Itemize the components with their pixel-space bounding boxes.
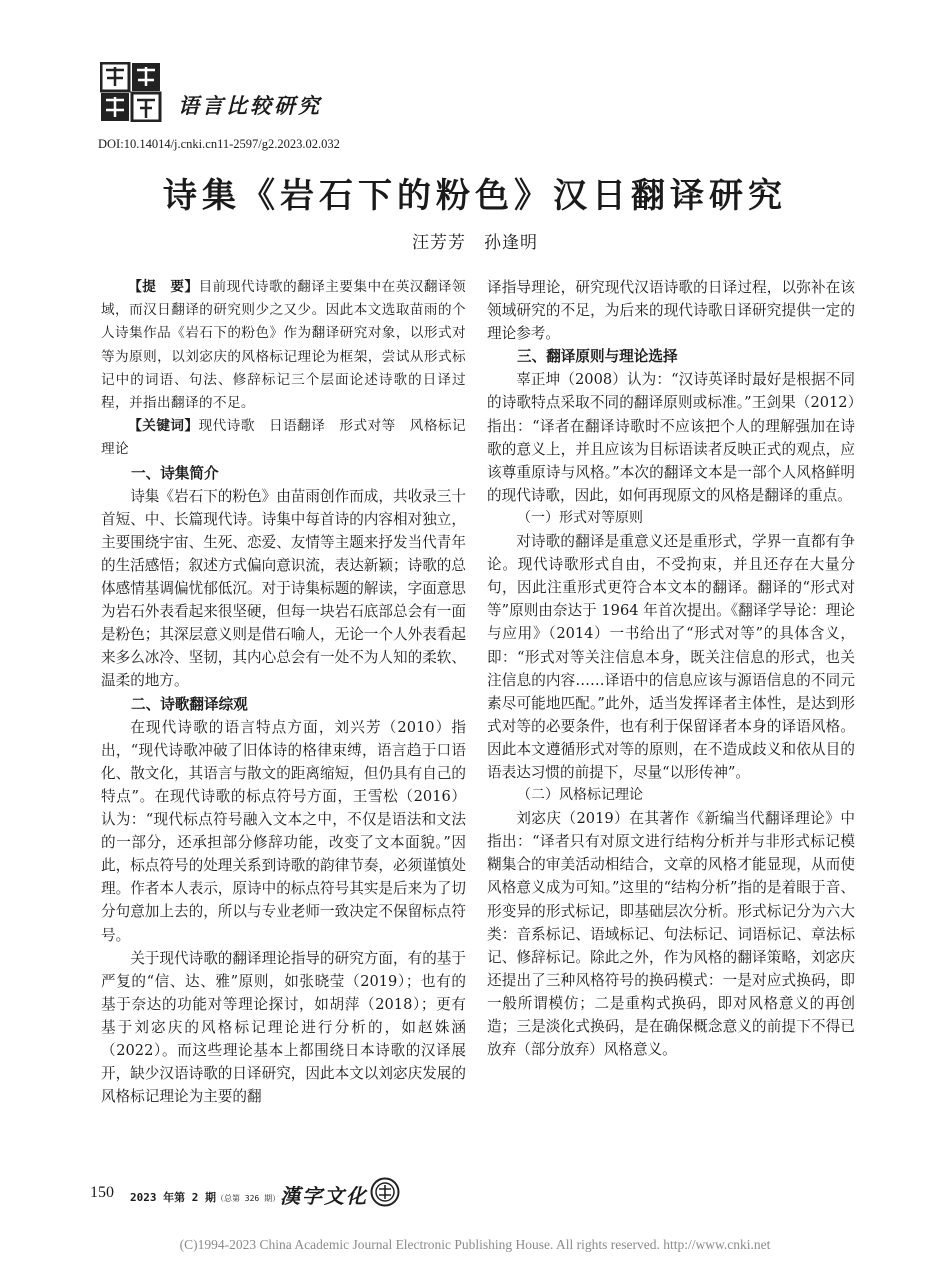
paragraph: 诗集《岩石下的粉色》由苗雨创作而成，共收录三十首短、中、长篇现代诗。诗集中每首诗的内容相对独立，主要围绕宇宙、生死、恋爱、友情等主题来抒发当代青年的生活感悟；叙述方式偏向意识流，表达新颖；诗歌的总体感情基调偏忧郁低沉。对于诗集标题的解读，字面意思为岩石外表看起来很坚硬，但每一块岩石底部总会有一面是粉色；其深层意义则是借石喻人，无论一个人外表看起来多么冰冷、坚韧，其内心总会有一处不为人知的柔软、温柔的地方。 (101, 487, 466, 690)
keywords (101, 415, 466, 461)
paragraph: 关于现代诗歌的翻译理论指导的研究方面，有的基于严复的“信、达、雅”原则，如张晓莹（2019）；也有的基于奈达的功能对等理论探讨，如胡萍（2018）；更有基于刘宓庆的风格标记理论进行分析的，如赵姝涵（2022）。而这些理论基本上都围绕日本诗歌的汉译展开，缺少汉语诗歌的日译研究，因此本文以刘宓庆发展的风格标记理论为主要的翻 (101, 949, 466, 1106)
doi-line: DOI:10.14014/j.cnki.cn11-2597/g2.2023.02.032 (98, 137, 340, 151)
section-heading: 一、诗集简介 (131, 464, 219, 482)
journal-logo (100, 62, 162, 122)
article-authors: 汪芳芳 孙逢明 (412, 233, 538, 253)
magazine-seal-icon (370, 1177, 400, 1207)
issue-total: （总第 326 期） (215, 1194, 281, 1203)
left-column (101, 276, 466, 1108)
section-heading: 二、诗歌翻译综观 (131, 695, 248, 713)
issue-info (130, 1189, 280, 1205)
keywords-text: 现代诗歌 日语翻译 形式对等 风格标记理论 (101, 418, 467, 458)
page-number: 150 (90, 1184, 114, 1201)
abstract-label: 【提 要】 (128, 279, 199, 295)
paragraph: 辜正坤（2008）认为：“汉诗英译时最好是根据不同的诗歌特点采取不同的翻译原则或标准。”王剑果（2012）指出：“译者在翻译诗歌时不应该把个人的理解强加在诗歌的意义上，并且应该为目标语读者反映正式的观点，应该尊重原诗与风格。”本次的翻译文本是一部个人风格鲜明的现代诗歌，因此，如何再现原文的风格是翻译的重点。 (487, 371, 855, 504)
issue-label: 2023 年第 2 期 (130, 1191, 216, 1204)
section-heading: 三、翻译原则与理论选择 (517, 348, 678, 366)
right-column (487, 276, 855, 1061)
paragraph: 刘宓庆（2019）在其著作《新编当代翻译理论》中指出：“译者只有对原文进行结构分析并与非形式标记模糊集合的审美活动相结合，文章的风格才能显现，从而使风格意义成为可知。”这里的“结构分析”指的是着眼于音、形变异的形式标记，即基础层次分析。形式标记分为六大类：音系标记、语域标记、句法标记、词语标记、章法标记、修辞标记。除此之外，作为风格的翻译策略，刘宓庆还提出了三种风格符号的换码模式：一是对应式换码，即一般所谓模仿；二是重构式换码，即对风格意义的再创造；三是淡化式换码，是在确保概念意义的前提下不得已放弃（部分放弃）风格意义。 (487, 810, 855, 1059)
subsection-heading: （二）风格标记理论 (517, 787, 643, 804)
paragraph-continuation: 译指导理论，研究现代汉语诗歌的日译过程，以弥补在该领域研究的不足，为后来的现代诗歌日译研究提供一定的理论参考。 (487, 279, 855, 343)
paragraph: 在现代诗歌的语言特点方面，刘兴芳（2010）指出，“现代诗歌冲破了旧体诗的格律束缚，语言趋于口语化、散文化，其语言与散文的距离缩短，但仍具有自己的特点”。在现代诗歌的标点符号方面，王雪松（2016）认为：“现代标点符号融入文本之中，不仅是语法和文法的一部分，还承担部分修辞功能，改变了文本面貌。”因此，标点符号的处理关系到诗歌的韵律节奏，必须谨慎处理。作者本人表示，原诗中的标点符号其实是后来为了切分句意加上去的，所以与专业老师一致决定不保留标点符号。 (101, 718, 466, 944)
magazine-name: 漢字文化 (280, 1184, 368, 1208)
article-title: 诗集《岩石下的粉色》汉日翻译研究 (163, 176, 787, 216)
copyright-notice: (C)1994-2023 China Academic Journal Electronic Publishing House. All rights reserved. http://www.cnki.net (179, 1237, 771, 1252)
keywords-label: 【关键词】 (128, 418, 199, 435)
abstract-text: 目前现代诗歌的翻译主要集中在英汉翻译领域，而汉日翻译的研究则少之又少。因此本文选取苗雨的个人诗集作品《岩石下的粉色》作为翻译研究对象，以形式对等为原则，以刘宓庆的风格标记理论为框架，尝试从形式标记中的词语、句法、修辞标记三个层面论述诗歌的日译过程，并指出翻译的不足。 (101, 279, 467, 412)
abstract (101, 276, 466, 415)
section-name: 语言比较研究 (178, 94, 322, 118)
subsection-heading: （一）形式对等原则 (517, 509, 643, 526)
paragraph: 对诗歌的翻译是重意义还是重形式，学界一直都有争论。现代诗歌形式自由，不受拘束，并且还存在大量分句，因此注重形式更符合本文本的翻译。翻译的“形式对等”原则由奈达于 1964 年首次提出。《翻译学导论：理论与应用》（2014）一书给出了“形式对等”的具体含义，即：“形式对等关注信息本身，既关注信息的形式，也关注信息的内容……译语中的信息应该与源语信息的不同元素尽可能地匹配。”此外，适当发挥译者主体性，是达到形式对等的必要条件，也有利于保留译者本身的译语风格。因此本文遵循形式对等的原则，在不造成歧义和依从目的语表达习惯的前提下，尽量“以形传神”。 (487, 533, 855, 781)
